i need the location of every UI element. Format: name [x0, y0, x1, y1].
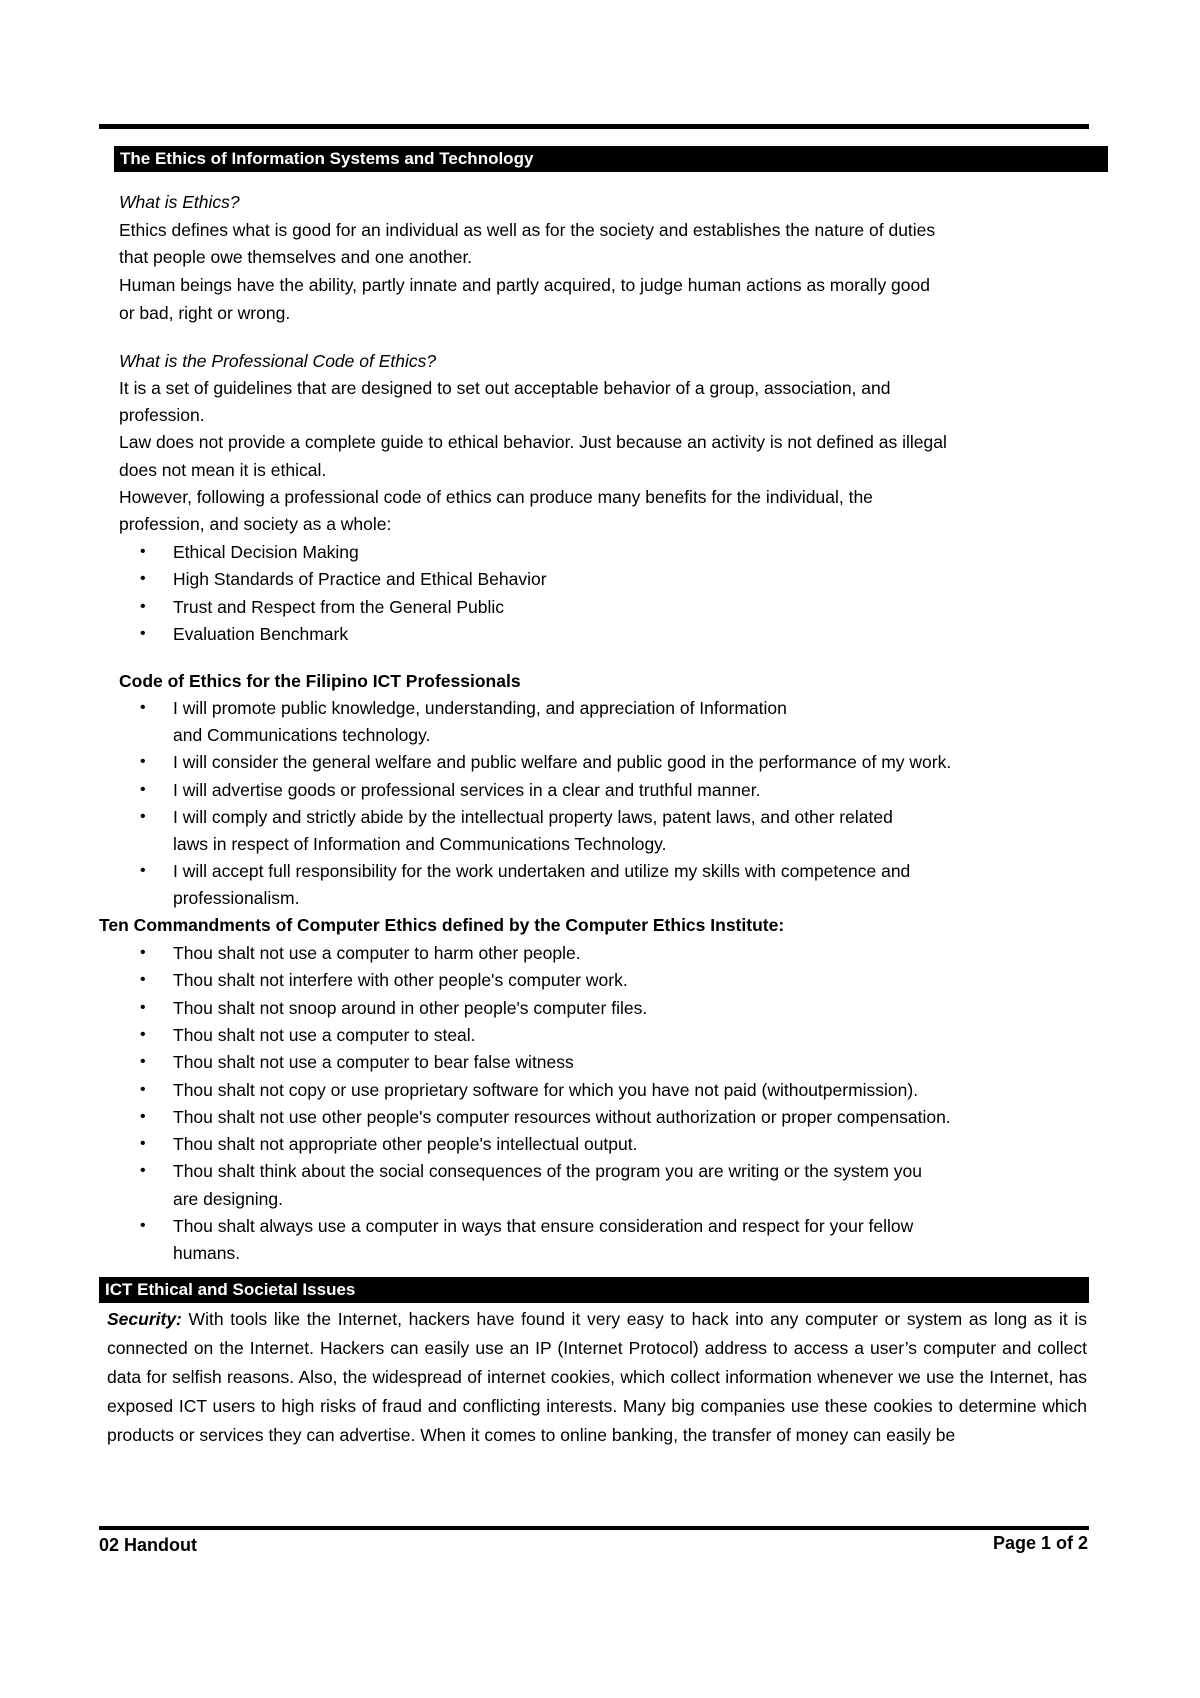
paragraph-line: However, following a professional code of ethics can produce many benefits for the individual, the	[119, 487, 873, 507]
paragraph-line: or bad, right or wrong.	[119, 303, 291, 323]
question-what-is-ethics: What is Ethics?	[119, 192, 240, 212]
commandment-item: Thou shalt always use a computer in ways that ensure consideration and respect for your fellow	[173, 1216, 914, 1236]
commandment-item: Thou shalt not use a computer to bear false witness	[173, 1052, 574, 1073]
benefit-item: Evaluation Benchmark	[173, 623, 349, 644]
bullet-glyph: •	[140, 998, 146, 1016]
bullet-glyph: •	[140, 1107, 146, 1125]
section-banner-ethics: The Ethics of Information Systems and Technology	[114, 146, 1108, 172]
bullet-glyph: •	[140, 543, 146, 560]
bullet-glyph: •	[140, 971, 146, 989]
footer-handout-label: 02 Handout	[99, 1535, 198, 1555]
commandment-item: Thou shalt not interfere with other people's computer work.	[173, 970, 628, 991]
paragraph-line: profession.	[119, 405, 205, 425]
commandment-item: Thou shalt not snoop around in other people's computer files.	[173, 997, 648, 1018]
paragraph-line: Human beings have the ability, partly innate and partly acquired, to judge human actions as morally good	[119, 275, 930, 295]
bullet-glyph: •	[140, 624, 146, 642]
paragraph-line: It is a set of guidelines that are designed to set out acceptable behavior of a group, association, and	[119, 378, 891, 398]
bullet-glyph: •	[140, 699, 146, 716]
paragraph-line: profession, and society as a whole:	[119, 514, 392, 534]
footer-page-number: Page 1 of 2	[992, 1533, 1088, 1553]
bullet-glyph: •	[140, 753, 146, 771]
commandment-item: Thou shalt not use other people's computer resources without authorization or proper compensation.	[173, 1106, 951, 1127]
commandment-item: Thou shalt not use a computer to harm other people.	[173, 943, 581, 963]
commandments-heading: Ten Commandments of Computer Ethics defined by the Computer Ethics Institute:	[99, 915, 785, 935]
filipino-code-item: and Communications technology.	[173, 725, 431, 746]
bullet-glyph: •	[140, 1217, 146, 1234]
bullet-glyph: •	[140, 780, 146, 798]
security-paragraph	[107, 1305, 1087, 1450]
commandment-item: Thou shalt think about the social consequences of the program you are writing or the system you	[173, 1161, 923, 1182]
question-professional-code: What is the Professional Code of Ethics?	[119, 351, 437, 371]
commandment-item: humans.	[173, 1243, 241, 1264]
commandment-item: Thou shalt not appropriate other people's intellectual output.	[173, 1134, 638, 1155]
filipino-code-item: laws in respect of Information and Communications Technology.	[173, 834, 667, 854]
paragraph-line: does not mean it is ethical.	[119, 460, 327, 480]
filipino-code-item: professionalism.	[173, 888, 300, 909]
paragraph-line: Ethics defines what is good for an individual as well as for the society and establishes the nature of duties	[119, 220, 936, 240]
filipino-code-item: I will consider the general welfare and public welfare and public good in the performance of my work.	[173, 752, 952, 773]
paragraph-line: that people owe themselves and one another.	[119, 247, 473, 267]
commandment-item: are designing.	[173, 1188, 283, 1209]
commandment-item: Thou shalt not use a computer to steal.	[173, 1024, 476, 1045]
bullet-glyph: •	[140, 862, 146, 880]
filipino-code-item: I will advertise goods or professional services in a clear and truthful manner.	[173, 779, 761, 800]
bullet-glyph: •	[140, 597, 146, 615]
commandment-item: Thou shalt not copy or use proprietary software for which you have not paid (withoutpermission).	[173, 1079, 919, 1100]
filipino-code-item: I will accept full responsibility for the work undertaken and utilize my skills with competence and	[173, 861, 911, 882]
bottom-rule	[99, 1526, 1089, 1530]
benefit-item: High Standards of Practice and Ethical Behavior	[173, 569, 547, 590]
bullet-glyph: •	[140, 1080, 146, 1098]
security-text: With tools like the Internet, hackers have found it very easy to hack into any computer or system as long as it is connected on the Internet. Hackers can easily use an IP (Internet Protocol) address to access a user’s computer and collect data for selfish reasons. Also, the widespread of internet cookies, which collect information whenever we use the Internet, has exposed ICT users to high risks of fraud and conflicting interests. Many big companies use these cookies to determine which products or services they can advertise. When it comes to online banking, the transfer of money can easily be	[107, 1309, 1087, 1445]
bullet-glyph: •	[140, 944, 146, 961]
section-banner-ict-issues: ICT Ethical and Societal Issues	[99, 1277, 1089, 1303]
bullet-glyph: •	[140, 1053, 146, 1071]
bullet-glyph: •	[140, 570, 146, 588]
benefit-item: Trust and Respect from the General Public	[173, 596, 505, 617]
filipino-code-heading: Code of Ethics for the Filipino ICT Professionals	[119, 671, 521, 691]
bullet-glyph: •	[140, 1162, 146, 1180]
filipino-code-item: I will comply and strictly abide by the intellectual property laws, patent laws, and other related	[173, 806, 893, 827]
bullet-glyph: •	[140, 1135, 146, 1153]
paragraph-line: Law does not provide a complete guide to ethical behavior. Just because an activity is not defined as illegal	[119, 432, 947, 452]
bullet-glyph: •	[140, 1025, 146, 1043]
bullet-glyph: •	[140, 807, 146, 825]
security-lead: Security:	[107, 1309, 182, 1329]
top-rule	[99, 124, 1089, 129]
benefit-item: Ethical Decision Making	[173, 542, 359, 562]
filipino-code-item: I will promote public knowledge, understanding, and appreciation of Information	[173, 698, 787, 718]
